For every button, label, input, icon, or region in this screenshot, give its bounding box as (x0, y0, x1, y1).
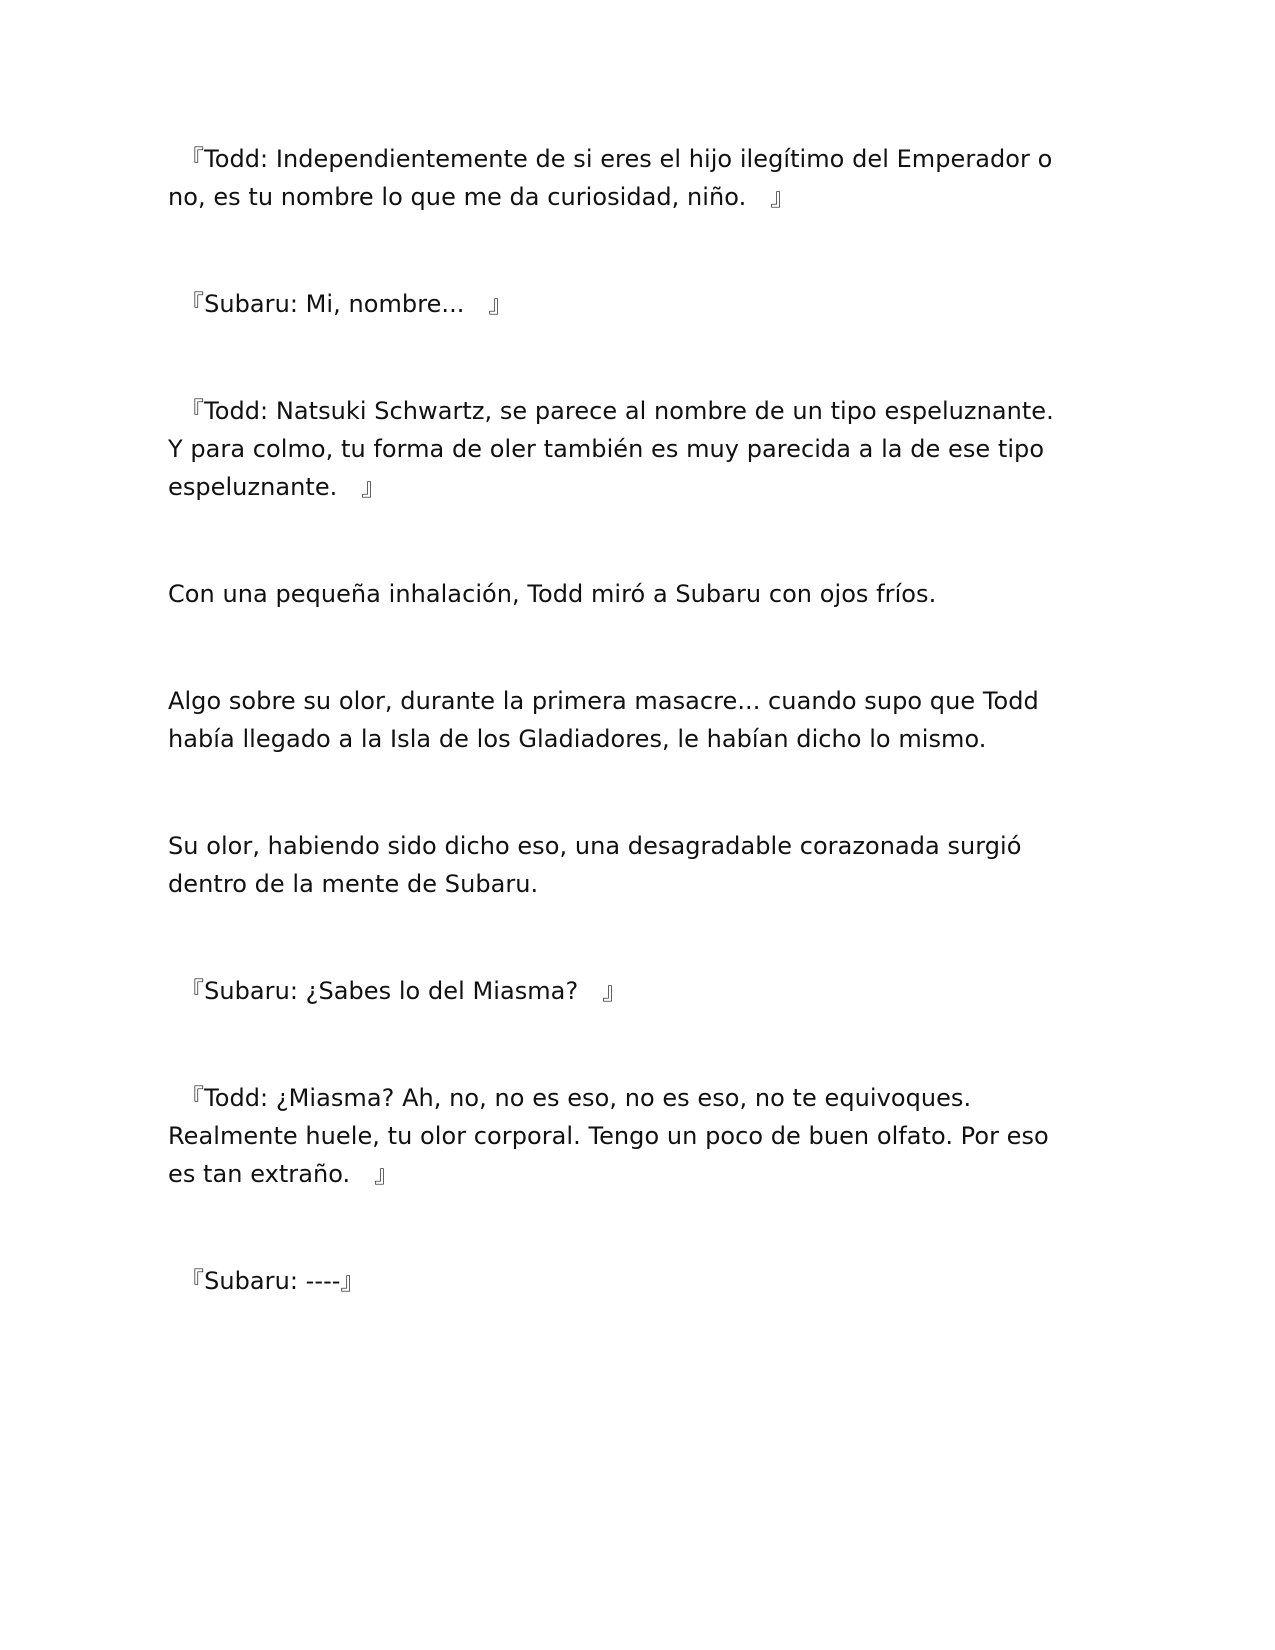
narration-paragraph: Algo sobre su olor, durante la primera masacre... cuando supo que Todd había llegado a la Isla de los Gladiadores, le habían dicho lo mismo. (168, 687, 1039, 753)
narration-paragraph: Con una pequeña inhalación, Todd miró a Subaru con ojos fríos. (168, 580, 937, 608)
dialogue-paragraph: 『Subaru: ¿Sabes lo del Miasma? 』 (168, 977, 627, 1005)
dialogue-paragraph: 『Todd: Natsuki Schwartz, se parece al nombre de un tipo espeluznante. Y para colmo, tu forma de oler también es muy parecida a la de ese tipo espeluznante. 』 (168, 397, 1054, 501)
document-body (168, 140, 1068, 1369)
dialogue-paragraph: 『Subaru: ----』 (168, 1267, 365, 1295)
dialogue-paragraph: 『Subaru: Mi, nombre... 』 (168, 290, 513, 318)
dialogue-paragraph: 『Todd: ¿Miasma? Ah, no, no es eso, no es eso, no te equivoques. Realmente huele, tu olor corporal. Tengo un poco de buen olfato. Por eso es tan extraño. 』 (168, 1084, 1049, 1188)
narration-paragraph: Su olor, habiendo sido dicho eso, una desagradable corazonada surgió dentro de la mente de Subaru. (168, 832, 1022, 898)
dialogue-paragraph: 『Todd: Independientemente de si eres el hijo ilegítimo del Emperador o no, es tu nombre lo que me da curiosidad, niño. 』 (168, 145, 1053, 211)
